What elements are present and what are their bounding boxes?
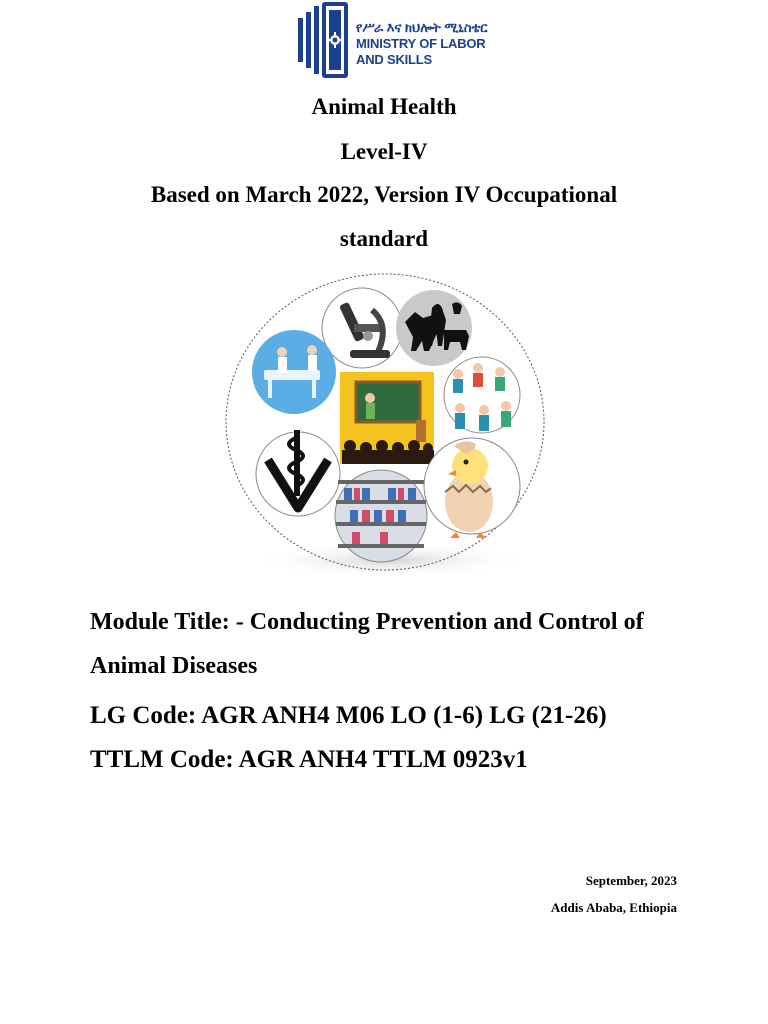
clinic-icon — [252, 330, 336, 414]
pharmacy-shelves-icon — [335, 470, 427, 562]
logo-english-line-2: AND SKILLS — [356, 52, 433, 67]
logo-amharic-name: የሥራ እና ክህሎት ሚኒስቴር — [356, 20, 488, 35]
ministry-logo-text — [356, 20, 487, 68]
publication-place: Addis Ababa, Ethiopia — [550, 900, 677, 915]
lg-code: LG Code: AGR ANH4 M06 LO (1-6) LG (21-26) — [90, 702, 607, 729]
microscope-icon — [322, 288, 402, 368]
ttlm-code: TTLM Code: AGR ANH4 TTLM 0923v1 — [90, 746, 528, 773]
classroom-icon — [340, 372, 434, 464]
module-title: Module Title: - Conducting Prevention and Control of Animal Diseases — [90, 609, 644, 679]
standard-basis-line-1: Based on March 2022, Version IV Occupational — [150, 182, 618, 207]
ministry-logo-icon — [298, 2, 350, 78]
occupation-title: Animal Health — [311, 94, 457, 119]
animal-health-collage — [222, 270, 552, 582]
publication-date: September, 2023 — [585, 873, 677, 888]
veterinary-symbol-icon — [256, 430, 340, 516]
veterinary-team-icon — [444, 357, 520, 433]
livestock-icon — [396, 290, 472, 366]
hatching-chick-icon — [424, 438, 520, 538]
level-title: Level-IV — [340, 139, 428, 164]
ministry-logo — [298, 2, 488, 78]
standard-basis-line-2: standard — [339, 226, 429, 251]
logo-english-line-1: MINISTRY OF LABOR — [356, 36, 486, 51]
